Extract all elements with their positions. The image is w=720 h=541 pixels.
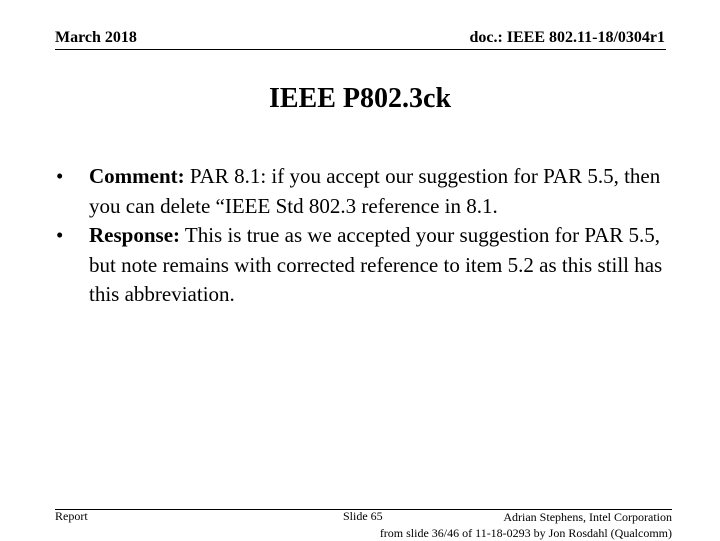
footer-attribution <box>380 509 672 541</box>
header-date: March 2018 <box>55 29 137 46</box>
bullet-marker: • <box>56 164 64 188</box>
slide-title: IEEE P802.3ck <box>268 83 452 114</box>
footer-report-label: Report <box>55 509 88 523</box>
footer-slide-number: Slide 65 <box>343 509 383 523</box>
bullet-label-response: Response: <box>89 223 181 247</box>
header-divider <box>55 49 666 50</box>
header-doc-id: doc.: IEEE 802.11-18/0304r1 <box>469 29 665 46</box>
footer-author: Adrian Stephens, Intel Corporation <box>503 510 672 524</box>
bullet-label-comment: Comment: <box>89 164 185 188</box>
bullet-text-comment: PAR 8.1: if you accept our suggestion for PAR 5.5, then you can delete “IEEE Std 802.3 reference in 8.1. <box>89 164 661 218</box>
bullet-item-response <box>56 221 671 310</box>
bullet-marker: • <box>56 223 64 247</box>
footer-source: from slide 36/46 of 11-18-0293 by Jon Rosdahl (Qualcomm) <box>379 526 672 540</box>
bullet-list <box>56 162 671 310</box>
bullet-text-response: This is true as we accepted your suggestion for PAR 5.5, but note remains with corrected reference to item 5.2 as this still has this abbreviation. <box>89 223 663 306</box>
bullet-item-comment <box>56 162 671 221</box>
